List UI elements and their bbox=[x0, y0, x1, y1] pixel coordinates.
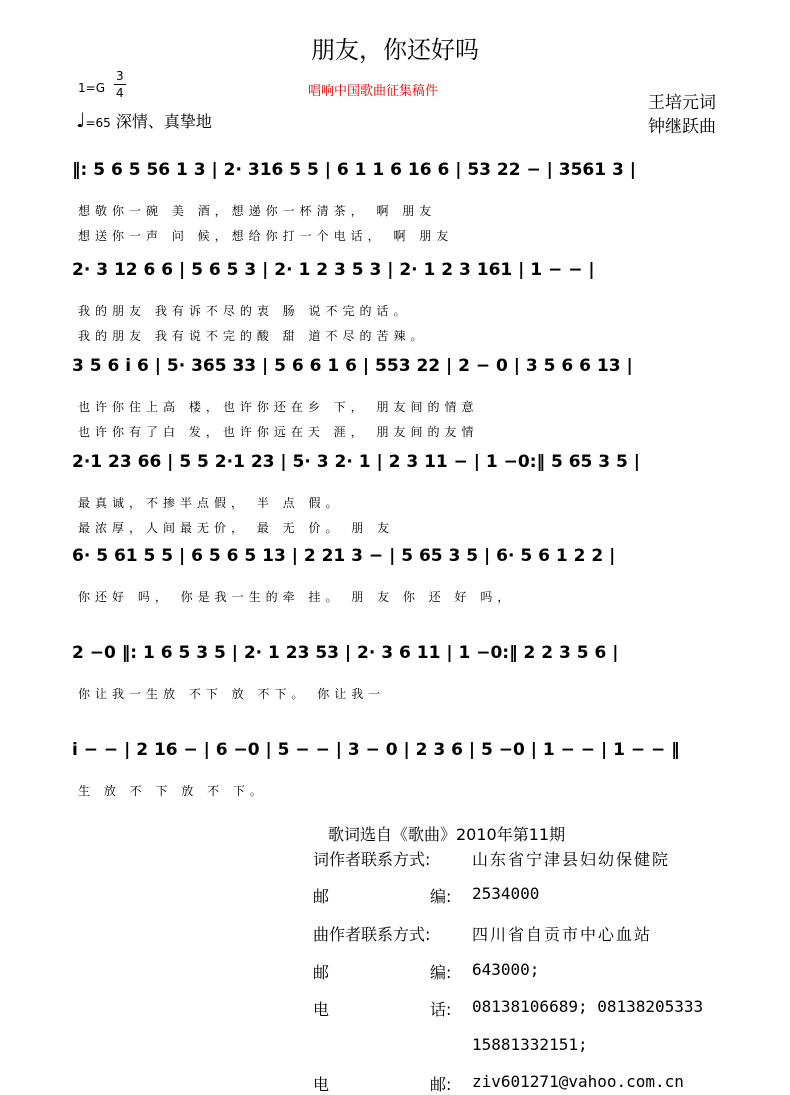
phone-label-b: 话: bbox=[430, 1000, 452, 1019]
lyric-line: 最真诚，不掺半点假， 半 点 假。 bbox=[78, 496, 343, 510]
lyric-line: 想敬你一碗 美 酒，想递你一杯清茶， 啊 朋友 bbox=[78, 204, 437, 218]
staff-notes: i − − | 2 16 − | 6 −0 | 5 − − | 3 − 0 | 2 3 6 | 5 −0 | 1 − − | 1 − − ‖ bbox=[72, 740, 680, 760]
lyricist-contact-label: 词作者联系方式: bbox=[313, 850, 431, 869]
phone-value-1: 08138106689; 08138205333 bbox=[472, 997, 704, 1016]
postcode-label-1a: 邮 bbox=[313, 887, 330, 906]
key-signature: 1=G bbox=[78, 81, 105, 95]
postcode-label-2a: 邮 bbox=[313, 963, 330, 982]
lyric-line: 我的朋友 我有说不完的酸 甜 道不尽的苦辣。 bbox=[78, 329, 428, 343]
contest-banner: 唱响中国歌曲征集稿件 bbox=[308, 84, 439, 99]
staff-notes: 2· 3 12 6 6 | 5 6 5 3 | 2· 1 2 3 5 3 | 2· 1 2 3 161 | 1 − − | bbox=[72, 260, 595, 280]
lyricist-credit: 王培元词 bbox=[648, 93, 716, 113]
postcode-label-2b: 编: bbox=[430, 963, 452, 982]
time-signature bbox=[114, 68, 126, 101]
phone-label-a: 电 bbox=[313, 1000, 330, 1019]
tempo-marking bbox=[76, 108, 212, 132]
email-label-b: 邮: bbox=[430, 1075, 452, 1094]
time-signature-bottom: 4 bbox=[116, 86, 124, 100]
phone-value-2: 15881332151; bbox=[472, 1035, 588, 1054]
staff-notes: 3 5 6 i 6 | 5· 365 33 | 5 6 6 1 6 | 553 22 | 2 − 0 | 3 5 6 6 13 | bbox=[72, 356, 633, 376]
quarter-note-icon: ♩ bbox=[76, 108, 86, 132]
time-signature-top: 3 bbox=[116, 69, 124, 83]
composer-credit: 钟继跃曲 bbox=[648, 117, 716, 137]
expression-text: 深情、真挚地 bbox=[115, 112, 212, 131]
staff-notes: 2·1 23 66 | 5 5 2·1 23 | 5· 3 2· 1 | 2 3 11 − | 1 −0:‖ 5 65 3 5 | bbox=[72, 452, 640, 472]
lyric-line: 想送你一声 问 候，想给你打一个电话， 啊 朋友 bbox=[78, 229, 454, 243]
postcode-label-1b: 编: bbox=[430, 887, 452, 906]
postcode-value-2: 643000; bbox=[472, 960, 540, 979]
staff-notes: 2 −0 ‖: 1 6 5 3 5 | 2· 1 23 53 | 2· 3 6 11 | 1 −0:‖ 2 2 3 5 6 | bbox=[72, 643, 619, 663]
lyric-line: 生 放 不 下 放 不 下。 bbox=[78, 784, 267, 798]
lyric-line: 也许你有了白 发，也许你远在天 涯， 朋友间的友情 bbox=[78, 425, 479, 439]
page-title: 朋友，你还好吗 bbox=[311, 36, 479, 64]
composer-contact-label: 曲作者联系方式: bbox=[313, 925, 431, 944]
composer-contact-value: 四川省自贡市中心血站 bbox=[472, 925, 653, 944]
tempo-value: =65 bbox=[85, 116, 111, 130]
lyric-line: 最浓厚，人间最无价， 最 无 价。 朋 友 bbox=[78, 521, 395, 535]
source-note: 歌词选自《歌曲》2010年第11期 bbox=[328, 825, 566, 844]
lyricist-contact-value: 山东省宁津县妇幼保健院 bbox=[472, 850, 671, 869]
postcode-value-1: 2534000 bbox=[472, 884, 540, 903]
staff-notes: ‖: 5 6 5 56 1 3 | 2· 316 5 5 | 6 1 1 6 16 6 | 53 22 − | 3561 3 | bbox=[72, 160, 636, 180]
lyric-line: 你还好 吗， 你是我一生的牵 挂。 朋 友 你 还 好 吗， bbox=[78, 590, 515, 604]
lyric-line: 我的朋友 我有诉不尽的衷 肠 说不完的话。 bbox=[78, 304, 411, 318]
staff-notes: 6· 5 61 5 5 | 6 5 6 5 13 | 2 21 3 − | 5 65 3 5 | 6· 5 6 1 2 2 | bbox=[72, 546, 616, 566]
email-value: ziv601271@vahoo.com.cn bbox=[472, 1072, 684, 1091]
email-label-a: 电 bbox=[313, 1075, 330, 1094]
lyric-line: 也许你住上高 楼，也许你还在乡 下， 朋友间的情意 bbox=[78, 400, 479, 414]
lyric-line: 你让我一生放 不下 放 不下。 你让我一 bbox=[78, 687, 386, 701]
